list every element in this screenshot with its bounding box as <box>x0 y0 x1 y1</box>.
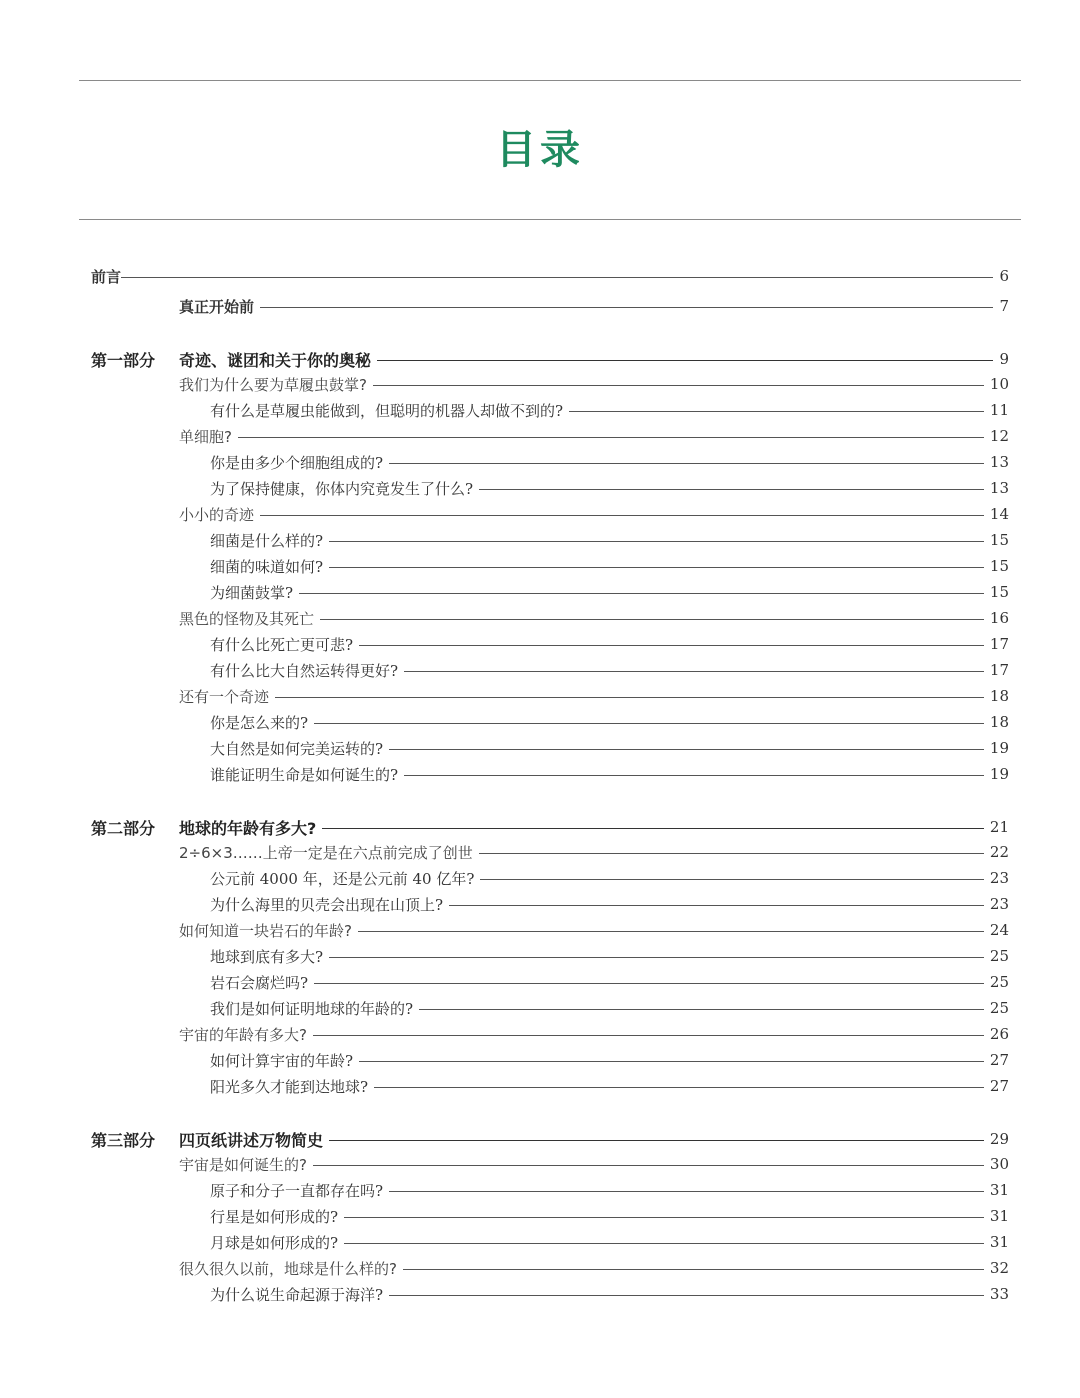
toc-entry-page: 13 <box>989 479 1009 497</box>
toc-entry-title: 细菌的味道如何? <box>210 557 324 576</box>
toc-entry-title: 有什么比大自然运转得更好? <box>210 661 399 680</box>
toc-entry[interactable] <box>210 970 1009 994</box>
toc-entry-page: 22 <box>989 843 1009 861</box>
toc-entry-title: 你是怎么来的? <box>210 713 309 732</box>
toc-entry-page: 12 <box>989 427 1009 445</box>
dot-leader <box>238 437 984 438</box>
toc-entry-title: 月球是如何形成的? <box>210 1233 339 1252</box>
dot-leader <box>403 1269 984 1270</box>
dot-leader <box>479 853 984 854</box>
toc-entry-page: 24 <box>989 921 1009 939</box>
toc-entry-page: 25 <box>989 947 1009 965</box>
toc-entry[interactable] <box>179 372 1009 396</box>
toc-entry-before-start[interactable] <box>179 294 1009 318</box>
toc-entry-page: 16 <box>989 609 1009 627</box>
toc-entry-page: 13 <box>989 453 1009 471</box>
dot-leader <box>344 1217 984 1218</box>
toc-entry-page: 32 <box>989 1259 1009 1277</box>
dot-leader <box>389 463 984 464</box>
toc-entry[interactable] <box>179 684 1009 708</box>
toc-entry[interactable] <box>179 606 1009 630</box>
part-page: 29 <box>989 1130 1009 1148</box>
toc-entry-title: 宇宙是如何诞生的? <box>179 1155 307 1174</box>
toc-entry-title: 前言 <box>91 267 122 286</box>
dot-leader <box>449 905 984 906</box>
toc-entry[interactable] <box>210 1282 1009 1306</box>
toc-entry-title: 谁能证明生命是如何诞生的? <box>210 765 399 784</box>
dot-leader <box>121 277 993 278</box>
part-page: 9 <box>999 350 1009 368</box>
toc-entry-title: 地球到底有多大? <box>210 947 324 966</box>
dot-leader <box>344 1243 984 1244</box>
part-title: 奇迹、谜团和关于你的奥秘 <box>179 350 372 370</box>
toc-entry-page: 27 <box>989 1077 1009 1095</box>
toc-entry[interactable] <box>210 996 1009 1020</box>
toc-entry-title: 为细菌鼓掌? <box>210 583 294 602</box>
toc-entry-title: 2÷6×3……上帝一定是在六点前完成了创世 <box>179 843 473 862</box>
toc-entry-page: 7 <box>999 297 1009 315</box>
dot-leader <box>359 645 984 646</box>
toc-entry-title: 真正开始前 <box>179 297 255 316</box>
toc-entry[interactable] <box>210 450 1009 474</box>
dot-leader <box>313 1035 984 1036</box>
toc-entry[interactable] <box>210 866 1009 890</box>
toc-entry-title: 宇宙的年龄有多大? <box>179 1025 307 1044</box>
toc-entry[interactable] <box>179 1256 1009 1280</box>
toc-entry[interactable] <box>210 1230 1009 1254</box>
toc-entry-page: 18 <box>989 713 1009 731</box>
toc-entry-page: 23 <box>989 895 1009 913</box>
part-title: 地球的年龄有多大? <box>179 818 317 838</box>
dot-leader <box>374 1087 984 1088</box>
dot-leader <box>389 1295 984 1296</box>
dot-leader <box>314 723 984 724</box>
part-page: 21 <box>989 818 1009 836</box>
dot-leader <box>329 957 984 958</box>
toc-entry-preface[interactable] <box>91 264 1009 288</box>
toc-entry[interactable] <box>210 554 1009 578</box>
toc-entry[interactable] <box>210 944 1009 968</box>
toc-entry-title: 为了保持健康，你体内究竟发生了什么? <box>210 479 474 498</box>
toc-entry-page: 26 <box>989 1025 1009 1043</box>
toc-entry[interactable] <box>210 580 1009 604</box>
toc-entry-title: 有什么比死亡更可悲? <box>210 635 354 654</box>
dot-leader <box>299 593 984 594</box>
toc-entry-title: 原子和分子一直都存在吗? <box>210 1181 384 1200</box>
toc-entry-title: 我们为什么要为草履虫鼓掌? <box>179 375 367 394</box>
part-label: 第一部分 <box>91 350 156 370</box>
toc-entry[interactable] <box>179 840 1009 864</box>
toc-entry[interactable] <box>179 502 1009 526</box>
toc-entry-page: 15 <box>989 531 1009 549</box>
toc-entry-page: 15 <box>989 583 1009 601</box>
dot-leader <box>314 983 984 984</box>
dot-leader <box>479 489 984 490</box>
toc-entry-page: 10 <box>989 375 1009 393</box>
dot-leader <box>260 515 984 516</box>
toc-entry-page: 6 <box>999 267 1009 285</box>
toc-entry-title: 细菌是什么样的? <box>210 531 324 550</box>
toc-entry[interactable] <box>210 1048 1009 1072</box>
toc-entry-title: 如何知道一块岩石的年龄? <box>179 921 352 940</box>
toc-entry[interactable] <box>179 918 1009 942</box>
toc-entry-page: 31 <box>989 1181 1009 1199</box>
toc-entry-page: 31 <box>989 1233 1009 1251</box>
toc-entry[interactable] <box>210 632 1009 656</box>
toc-entry[interactable] <box>210 892 1009 916</box>
toc-entry-page: 30 <box>989 1155 1009 1173</box>
dot-leader <box>480 879 984 880</box>
toc-entry[interactable] <box>210 1074 1009 1098</box>
toc-entry[interactable] <box>210 528 1009 552</box>
dot-leader <box>359 1061 984 1062</box>
toc-entry-title: 为什么海里的贝壳会出现在山顶上? <box>210 895 444 914</box>
toc-entry[interactable] <box>179 1152 1009 1176</box>
toc-entry[interactable] <box>179 1022 1009 1046</box>
toc-entry-title: 很久很久以前，地球是什么样的? <box>179 1259 397 1278</box>
part-label: 第三部分 <box>91 1130 156 1150</box>
toc-entry-page: 25 <box>989 999 1009 1017</box>
dot-leader <box>329 567 984 568</box>
toc-entry-title: 单细胞? <box>179 427 232 446</box>
dot-leader <box>404 671 984 672</box>
dot-leader <box>373 385 984 386</box>
toc-entry-title: 行星是如何形成的? <box>210 1207 339 1226</box>
toc-entry-page: 25 <box>989 973 1009 991</box>
toc-entry-title: 为什么说生命起源于海洋? <box>210 1285 384 1304</box>
dot-leader <box>389 1191 984 1192</box>
toc-entry-page: 31 <box>989 1207 1009 1225</box>
toc-entry[interactable] <box>210 658 1009 682</box>
dot-leader <box>569 411 984 412</box>
toc-entry[interactable] <box>179 424 1009 448</box>
toc-entry[interactable] <box>210 762 1009 786</box>
toc-entry-title: 我们是如何证明地球的年龄的? <box>210 999 414 1018</box>
toc-entry-title: 黑色的怪物及其死亡 <box>179 609 315 628</box>
toc-entry-page: 27 <box>989 1051 1009 1069</box>
toc-entry-title: 岩石会腐烂吗? <box>210 973 309 992</box>
dot-leader <box>329 541 984 542</box>
toc-entry[interactable] <box>210 398 1009 422</box>
toc-entry-page: 33 <box>989 1285 1009 1303</box>
toc-entry-page: 19 <box>989 765 1009 783</box>
dot-leader <box>377 360 993 361</box>
dot-leader <box>322 828 984 829</box>
toc-entry[interactable] <box>210 1178 1009 1202</box>
toc-part-2[interactable] <box>91 815 1009 839</box>
toc-entry-page: 19 <box>989 739 1009 757</box>
page-title: 目录 <box>496 127 584 173</box>
toc-entry-page: 18 <box>989 687 1009 705</box>
toc-entry[interactable] <box>210 710 1009 734</box>
toc-entry-page: 17 <box>989 661 1009 679</box>
toc-entry-page: 15 <box>989 557 1009 575</box>
toc-part-1[interactable] <box>91 347 1009 371</box>
toc-entry[interactable] <box>210 476 1009 500</box>
dot-leader <box>389 749 984 750</box>
dot-leader <box>313 1165 984 1166</box>
toc-entry-title: 有什么是草履虫能做到，但聪明的机器人却做不到的? <box>210 401 564 420</box>
toc-entry-title: 大自然是如何完美运转的? <box>210 739 384 758</box>
part-label: 第二部分 <box>91 818 156 838</box>
toc-entry-page: 23 <box>989 869 1009 887</box>
toc-part-3[interactable] <box>91 1127 1009 1151</box>
dot-leader <box>260 307 993 308</box>
toc-entry-title: 小小的奇迹 <box>179 505 255 524</box>
toc-entry-title: 阳光多久才能到达地球? <box>210 1077 369 1096</box>
toc-entry-title: 还有一个奇迹 <box>179 687 270 706</box>
toc-entry[interactable] <box>210 1204 1009 1228</box>
toc-entry-page: 14 <box>989 505 1009 523</box>
toc-entry-page: 11 <box>989 401 1009 419</box>
toc-entry-title: 你是由多少个细胞组成的? <box>210 453 384 472</box>
toc-entry[interactable] <box>210 736 1009 760</box>
dot-leader <box>419 1009 984 1010</box>
toc-entry-title: 如何计算宇宙的年龄? <box>210 1051 354 1070</box>
dot-leader <box>275 697 984 698</box>
dot-leader <box>404 775 984 776</box>
dot-leader <box>329 1140 984 1141</box>
dot-leader <box>358 931 984 932</box>
toc-entry-title: 公元前 4000 年，还是公元前 40 亿年? <box>210 869 475 888</box>
part-title: 四页纸讲述万物简史 <box>179 1130 324 1150</box>
toc-entry-page: 17 <box>989 635 1009 653</box>
dot-leader <box>320 619 984 620</box>
